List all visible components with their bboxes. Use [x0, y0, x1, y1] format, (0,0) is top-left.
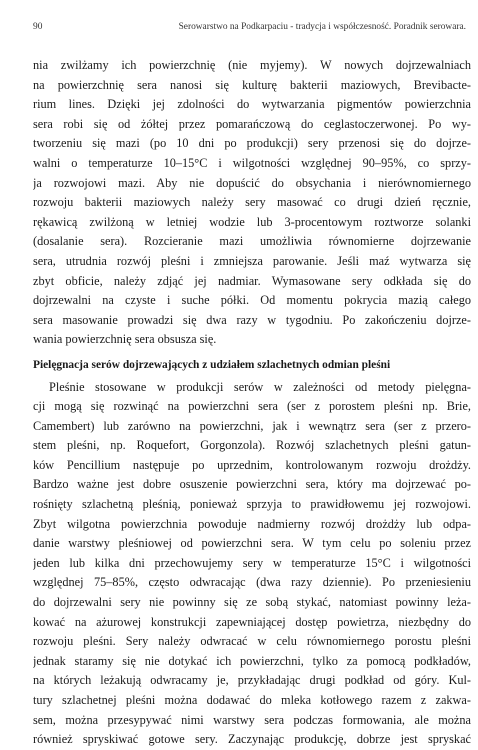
text-line: jednak staramy się nie dotykać ich powierzchni, tylko za pomocą podkładów, — [33, 653, 471, 668]
text-line: nia zwilżamy ich powierzchnię (nie myjemy). W nowych dojrzewalniach — [33, 58, 471, 72]
text-line: na których leżakują odwracamy je, przykładając drugi podkład od góry. Kul- — [33, 673, 471, 688]
text-line: wania powierzchnię sera obsusza się. — [33, 332, 217, 347]
text-line: sem, można przesypywać nimi warstwy sera podczas formowania, ale można — [33, 712, 471, 727]
text-line: tury szlachetnej pleśni można dodawać do mleka kotłowego razem z zakwa- — [33, 693, 471, 707]
text-line: walni o temperaturze 10–15°C i wilgotności względnej 90–95%, co sprzy- — [33, 155, 471, 170]
text-line: sera masowanie prowadzi się dwa razy w tygodniu. Po zakończeniu dojrze- — [33, 312, 471, 327]
text-line: na powierzchnię sera nanosi się kulturę bakterii maziowych, Brevibacte- — [33, 77, 471, 92]
text-line: ja rozwojowi mazi. Aby nie dopuścić do obsychania i nierównomiernego — [33, 175, 471, 190]
text-line: rękawicą zwilżoną w letniej wodzie lub 3-procentowym roztworze solanki — [33, 214, 471, 229]
text-line: sera, utrudnia rozwój pleśni i zmniejsza parowanie. Jeśli maź wytwarza się — [33, 253, 471, 268]
text-line: do dojrzewalni sery nie powinny się ze sobą stykać, natomiast powinny leża- — [33, 595, 471, 610]
text-line: również spryskiwać gotowe sery. Zaczynając produkcję, dobrze jest spryskać — [33, 732, 471, 747]
text-line: rośnięty szlachetną pleśnią, ponieważ sprzyja to prawidłowemu jej rozwojowi. — [33, 497, 471, 512]
text-line: dojrzewalni na czyste i suche półki. Od momentu pokrycia mazią całego — [33, 293, 471, 308]
paragraph-2 — [33, 378, 471, 750]
text-line: rozwoju pleśni. Sery należy odwracać w celu równomiernego porostu pleśni — [33, 634, 471, 649]
paragraph-1 — [33, 56, 471, 350]
text-line: danie warstwy pleśniowej od powierzchni sera. W tym celu po soleniu przez — [33, 536, 471, 551]
text-line: cji mogą się rozwinąć na powierzchni sera (ser z porostem pleśni np. Brie, — [33, 399, 471, 414]
page-number: 90 — [33, 22, 43, 32]
text-line: Zbyt wilgotna powierzchnia powoduje nadmierny rozwój drożdży lub odpa- — [33, 516, 471, 531]
text-line: Bardzo ważne jest dobre osuszenie powierzchni sera, który ma dojrzewać po- — [33, 477, 471, 492]
section-heading: Pielęgnacja serów dojrzewających z udziałem szlachetnych odmian pleśni — [33, 358, 391, 371]
text-line: ków Pencillium następuje po uprzednim, kontrolowanym rozwoju drożdży. — [33, 457, 471, 472]
text-line: tworzeniu się mazi (po 10 dni po produkcji) sery przenosi się do dojrze- — [33, 136, 471, 151]
text-line: względnej 75–85%, często odwracając (dwa razy dziennie). Po przeniesieniu — [33, 575, 471, 590]
text-line: Camembert) lub zarówno na powierzchni, jak i wewnątrz sera (ser z przero- — [33, 418, 471, 433]
running-title: Serowarstwo na Podkarpaciu - tradycja i współczesność. Poradnik serowara. — [178, 22, 466, 32]
text-line: (dosalanie sera). Rozcieranie mazi umożliwia równomierne dojrzewanie — [33, 234, 471, 249]
text-line: jeden lub kilka dni przechowujemy sery w temperaturze 15°C i wilgotności — [33, 555, 471, 570]
text-line: rium lines. Dzięki jej zdolności do wytwarzania pigmentów powierzchnia — [33, 97, 471, 112]
page-body — [33, 56, 471, 750]
text-line: Pleśnie stosowane w produkcji serów w zależności od metody pielęgna- — [49, 379, 471, 394]
text-line: stem pleśni, np. Roquefort, Gorgonzola). Rozwój szlachetnych pleśni gatun- — [33, 438, 471, 453]
text-line: sera robi się od żółtej przez pomarańczową do ceglastoczerwonej. Po wy- — [33, 116, 471, 131]
text-line: zbyt obficie, należy zdjąć jej nadmiar. Wymasowane sery odkłada się do — [33, 273, 471, 288]
text-line: kować na ażurowej konstrukcji zapewniającej dostęp powietrza, niezbędny do — [33, 614, 471, 629]
text-line: rozwoju bakterii maziowych należy sery masować co drugi dzień ręcznie, — [33, 195, 471, 210]
